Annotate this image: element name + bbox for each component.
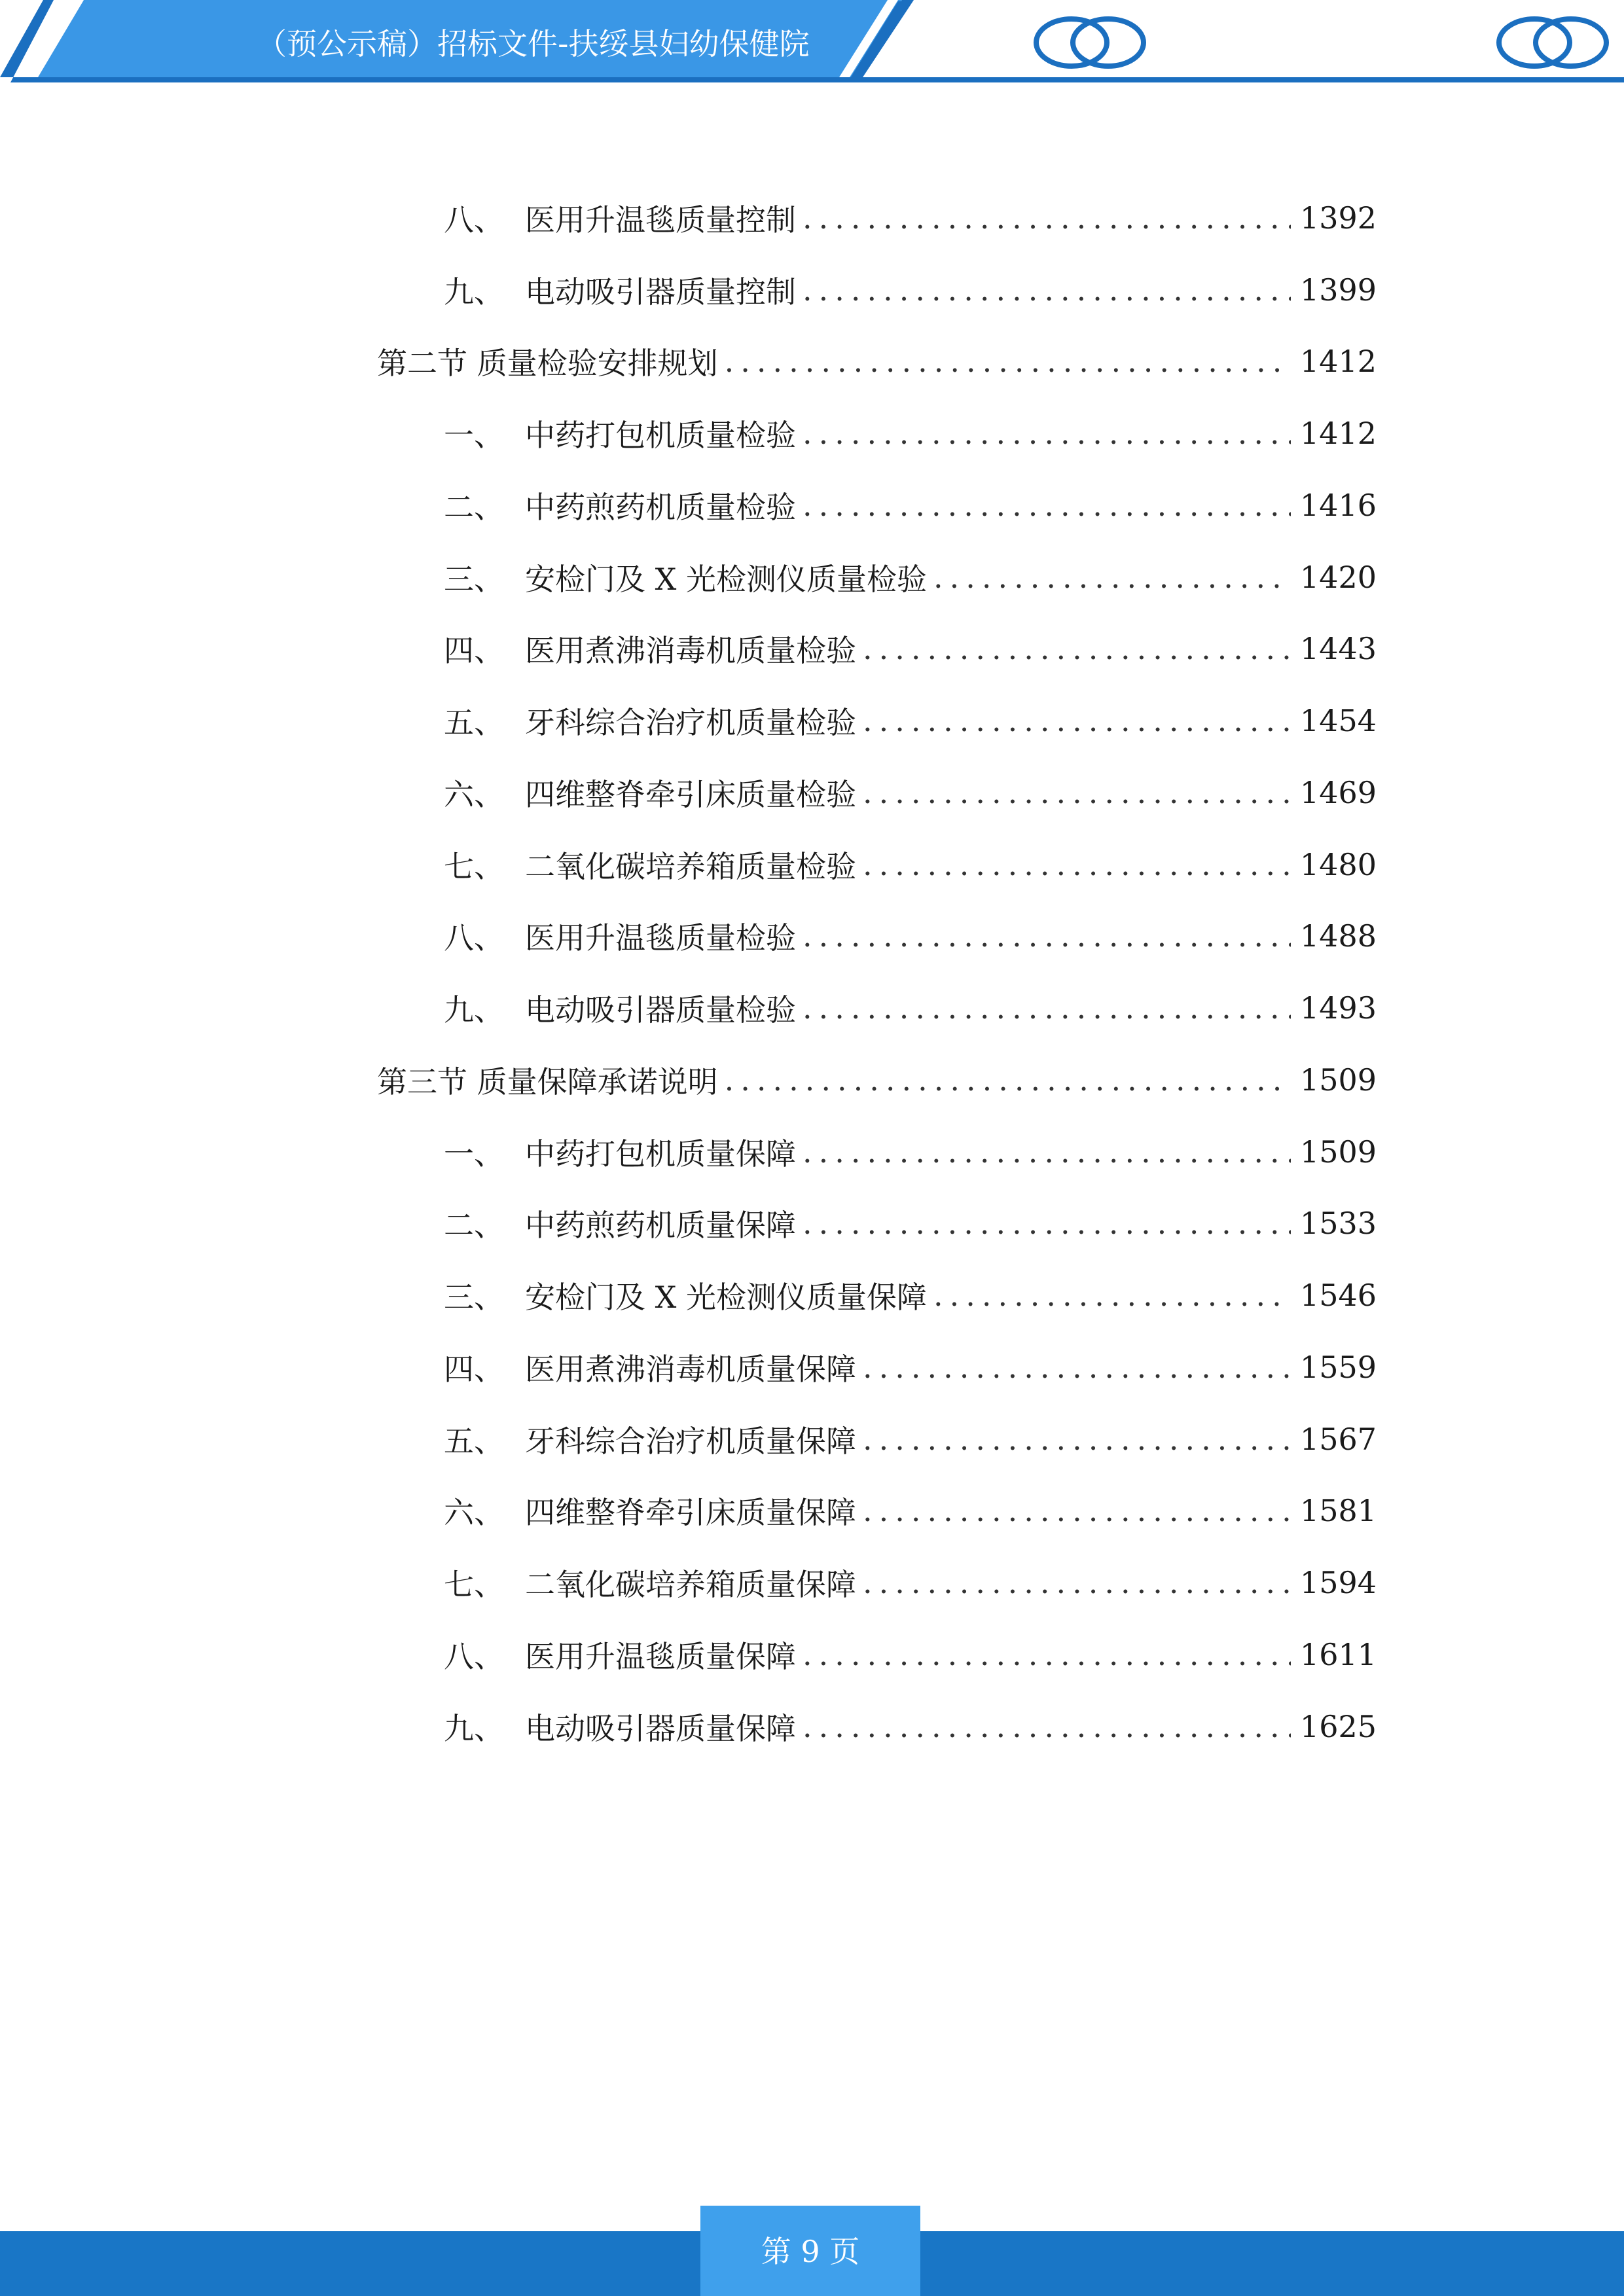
toc-entry-title: 二氧化碳培养箱质量保障 xyxy=(525,1567,856,1602)
toc-entry-number: 七、 xyxy=(444,1567,504,1602)
toc-leader-dots xyxy=(863,1350,1291,1385)
toc-entry-title: 医用升温毯质量控制 xyxy=(525,202,796,238)
toc-entry[interactable] xyxy=(444,482,1377,528)
toc-entry-title: 牙科综合治疗机质量检验 xyxy=(525,705,856,740)
toc-entry-title: 中药煎药机质量检验 xyxy=(525,490,796,525)
toc-entry-page: 1420 xyxy=(1299,560,1377,595)
toc-entry[interactable] xyxy=(444,698,1377,744)
toc-leader-dots xyxy=(803,416,1291,451)
toc-entry-page: 1509 xyxy=(1299,1062,1377,1098)
toc-entry-title: 医用煮沸消毒机质量保障 xyxy=(525,1352,856,1387)
toc-entry[interactable] xyxy=(444,985,1377,1031)
toc-entry-title: 中药打包机质量保障 xyxy=(525,1136,796,1172)
toc-entry-page: 1625 xyxy=(1299,1709,1377,1744)
toc-entry-page: 1567 xyxy=(1299,1422,1377,1457)
toc-leader-dots xyxy=(803,200,1291,236)
toc-entry[interactable] xyxy=(444,1272,1377,1318)
toc-leader-dots xyxy=(863,775,1291,810)
toc-entry[interactable] xyxy=(444,195,1377,241)
toc-entry-number: 四、 xyxy=(444,633,504,668)
toc-entry-page: 1480 xyxy=(1299,847,1377,882)
toc-entry[interactable] xyxy=(444,267,1377,313)
toc-entry-number: 七、 xyxy=(444,849,504,884)
toc-entry-number: 八、 xyxy=(444,1639,504,1674)
double-ring-logo-icon xyxy=(1494,14,1612,71)
toc-entry-page: 1412 xyxy=(1299,344,1377,379)
toc-leader-dots xyxy=(863,631,1291,666)
toc-entry-page: 1493 xyxy=(1299,990,1377,1026)
toc-entry-title: 电动吸引器质量控制 xyxy=(525,274,796,310)
toc-leader-dots xyxy=(725,1062,1291,1098)
toc-entry-page: 1469 xyxy=(1299,775,1377,810)
toc-leader-dots xyxy=(863,1422,1291,1457)
toc-entry-page: 1533 xyxy=(1299,1206,1377,1241)
toc-leader-dots xyxy=(803,1709,1291,1744)
toc-entry-title: 第三节 质量保障承诺说明 xyxy=(377,1064,718,1100)
toc-leader-dots xyxy=(725,344,1291,379)
header-banner xyxy=(0,0,1624,88)
toc-leader-dots xyxy=(803,272,1291,308)
page-number: 第 9 页 xyxy=(761,2234,860,2269)
toc-entry-number: 三、 xyxy=(444,562,504,597)
toc-entry-page: 1509 xyxy=(1299,1134,1377,1170)
toc-entry-number: 三、 xyxy=(444,1280,504,1315)
toc-entry-number: 五、 xyxy=(444,1424,504,1459)
toc-entry-title: 医用升温毯质量保障 xyxy=(525,1639,796,1674)
toc-entry[interactable] xyxy=(444,842,1377,888)
toc-leader-dots xyxy=(803,918,1291,954)
toc-entry-page: 1399 xyxy=(1299,272,1377,308)
toc-leader-dots xyxy=(803,1206,1291,1241)
toc-leader-dots xyxy=(863,847,1291,882)
toc-leader-dots xyxy=(863,703,1291,738)
toc-entry-title: 中药打包机质量检验 xyxy=(525,418,796,453)
toc-entry[interactable] xyxy=(444,1704,1377,1749)
toc-entry-page: 1611 xyxy=(1299,1637,1377,1672)
toc-leader-dots xyxy=(863,1565,1291,1600)
page-header xyxy=(0,0,1624,88)
toc-entry[interactable] xyxy=(444,1488,1377,1534)
toc-entry[interactable] xyxy=(444,1344,1377,1390)
toc-leader-dots xyxy=(803,1637,1291,1672)
toc-entry-number: 二、 xyxy=(444,1208,504,1243)
toc-entry-title: 牙科综合治疗机质量保障 xyxy=(525,1424,856,1459)
toc-entry-number: 八、 xyxy=(444,202,504,238)
toc-entry-page: 1488 xyxy=(1299,918,1377,954)
toc-section-entry[interactable] xyxy=(377,338,1377,384)
toc-entry-title: 电动吸引器质量检验 xyxy=(525,992,796,1028)
toc-section-entry[interactable] xyxy=(377,1057,1377,1103)
toc-leader-dots xyxy=(803,990,1291,1026)
double-ring-logo-icon xyxy=(1031,14,1149,71)
toc-entry-number: 四、 xyxy=(444,1352,504,1387)
toc-entry[interactable] xyxy=(444,913,1377,959)
toc-entry[interactable] xyxy=(444,626,1377,672)
toc-entry[interactable] xyxy=(444,770,1377,816)
toc-leader-dots xyxy=(863,1493,1291,1528)
toc-entry[interactable] xyxy=(444,410,1377,456)
toc-entry-title: 二氧化碳培养箱质量检验 xyxy=(525,849,856,884)
toc-entry[interactable] xyxy=(444,1129,1377,1175)
toc-entry-page: 1594 xyxy=(1299,1565,1377,1600)
toc-entry-number: 九、 xyxy=(444,1711,504,1746)
header-title: （预公示稿）招标文件-扶绥县妇幼保健院 xyxy=(257,26,810,62)
toc-entry-number: 六、 xyxy=(444,777,504,812)
toc-entry-number: 八、 xyxy=(444,920,504,956)
toc-entry-page: 1416 xyxy=(1299,488,1377,523)
toc-entry[interactable] xyxy=(444,1416,1377,1462)
toc-entry-title: 安检门及 X 光检测仪质量检验 xyxy=(525,562,927,597)
toc-leader-dots xyxy=(803,1134,1291,1170)
toc-entry-page: 1546 xyxy=(1299,1278,1377,1313)
toc-entry-title: 第二节 质量检验安排规划 xyxy=(377,346,718,381)
toc-entry[interactable] xyxy=(444,1560,1377,1605)
toc-entry[interactable] xyxy=(444,1200,1377,1246)
toc-entry-title: 电动吸引器质量保障 xyxy=(525,1711,796,1746)
toc-leader-dots xyxy=(933,560,1291,595)
toc-entry[interactable] xyxy=(444,554,1377,600)
toc-entry-title: 四维整脊牵引床质量检验 xyxy=(525,777,856,812)
toc-entry-number: 五、 xyxy=(444,705,504,740)
toc-entry-number: 六、 xyxy=(444,1495,504,1530)
toc-entry[interactable] xyxy=(444,1632,1377,1677)
toc-entry-number: 二、 xyxy=(444,490,504,525)
toc-entry-page: 1581 xyxy=(1299,1493,1377,1528)
toc-entry-number: 一、 xyxy=(444,1136,504,1172)
toc-leader-dots xyxy=(933,1278,1291,1313)
toc-entry-page: 1559 xyxy=(1299,1350,1377,1385)
toc-entry-page: 1412 xyxy=(1299,416,1377,451)
toc-entry-number: 一、 xyxy=(444,418,504,453)
toc-entry-title: 安检门及 X 光检测仪质量保障 xyxy=(525,1280,927,1315)
toc-entry-page: 1443 xyxy=(1299,631,1377,666)
toc-entry-title: 医用煮沸消毒机质量检验 xyxy=(525,633,856,668)
toc-entry-page: 1454 xyxy=(1299,703,1377,738)
toc-entry-title: 四维整脊牵引床质量保障 xyxy=(525,1495,856,1530)
toc-entry-number: 九、 xyxy=(444,992,504,1028)
toc-entry-number: 九、 xyxy=(444,274,504,310)
toc-entry-title: 中药煎药机质量保障 xyxy=(525,1208,796,1243)
toc-entry-page: 1392 xyxy=(1299,200,1377,236)
toc-leader-dots xyxy=(803,488,1291,523)
toc-entry-title: 医用升温毯质量检验 xyxy=(525,920,796,956)
